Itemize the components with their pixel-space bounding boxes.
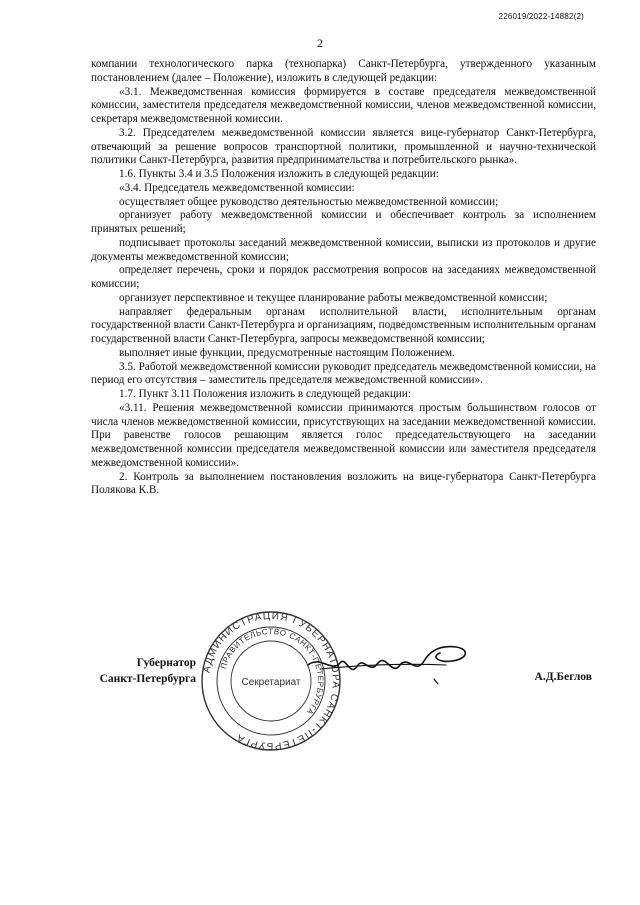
paragraph: выполняет иные функции, предусмотренные настоящим Положением. [119, 346, 455, 359]
paragraph: организует перспективное и текущее планирование работы межведомственной комиссии; [119, 291, 548, 304]
paragraph: «3.1. Межведомственная комиссия формируется в составе председателя межведомственной комиссии, заместителя председателя межведомственной комиссии, членов межведомственной комиссии, секретаря межведомственной комиссии. [91, 85, 596, 125]
position-line-2: Санкт-Петербурга [99, 673, 196, 685]
paragraph: осуществляет общее руководство деятельностью межведомственной комиссии; [119, 195, 499, 208]
signature-block [0, 610, 640, 755]
page-number: 2 [317, 36, 323, 50]
paragraph: 3.2. Председателем межведомственной комиссии является вице-губернатор Санкт-Петербурга, отвечающий за решение вопросов транспортной политики, промышленной и научно-технической политики Санкт-Петербурга, развития предпринимательства и потребительского рынка». [91, 126, 596, 167]
handwritten-signature [300, 635, 490, 705]
seal-center-text: Секретариат [241, 677, 301, 688]
paragraph: 3.5. Работой межведомственной комиссии руководит председатель межведомственной комиссии, на период его отсутствия – заместитель председателя межведомственной комиссии». [91, 360, 596, 387]
paragraph: подписывает протоколы заседаний межведомственной комиссии, выписки из протоколов и другие документы межведомственной комиссии; [91, 236, 596, 263]
document-id: 226019/2022-14882(2) [498, 12, 584, 21]
seal-inner-text: ПРАВИТЕЛЬСТВО САНКТ-ПЕТЕРБУРГА [218, 626, 326, 717]
paragraph: «3.11. Решения межведомственной комиссии принимаются простым большинством голосов от числа членов межведомственной комиссии, присутствующих на заседании межведомственной комиссии. При равенстве голосов решающим является голос председательствующего на заседании межведомственной комиссии председателя межведомственной комиссии или заместителя председателя межведомственной комиссии». [91, 401, 596, 469]
position-line-1: Губернатор [136, 657, 196, 669]
signatory-position [88, 655, 196, 687]
paragraph: «3.4. Председатель межведомственной комиссии: [119, 181, 355, 194]
paragraph: 1.7. Пункт 3.11 Положения изложить в следующей редакции: [119, 388, 411, 400]
seal-outer-text: АДМИНИСТРАЦИЯ ГУБЕРНАТОРА САНКТ-ПЕТЕРБУРГА [201, 610, 342, 752]
paragraph: направляет федеральным органам исполнительной власти, исполнительным органам государственной власти Санкт-Петербурга и организациям, подведомственным исполнительным органам государственной власти Санкт-Петербурга, запросы межведомственной комиссии; [91, 305, 596, 345]
paragraph: компании технологического парка (технопарка) Санкт-Петербурга, утвержденного указанным постановлением (далее – Положение), изложить в следующей редакции: [91, 58, 596, 84]
signatory-name: А.Д.Беглов [534, 671, 592, 683]
paragraph: 1.6. Пункты 3.4 и 3.5 Положения изложить в следующей редакции: [119, 168, 439, 180]
paragraph: 2. Контроль за выполнением постановления возложить на вице-губернатора Санкт-Петербурга Полякова К.В. [91, 470, 596, 497]
paragraph: организует работу межведомственной комиссии и обеспечивает контроль за исполнением принятых решений; [91, 209, 596, 235]
paragraph: определяет перечень, сроки и порядок рассмотрения вопросов на заседаниях межведомственной комиссии; [91, 264, 596, 290]
document-body [91, 58, 596, 498]
